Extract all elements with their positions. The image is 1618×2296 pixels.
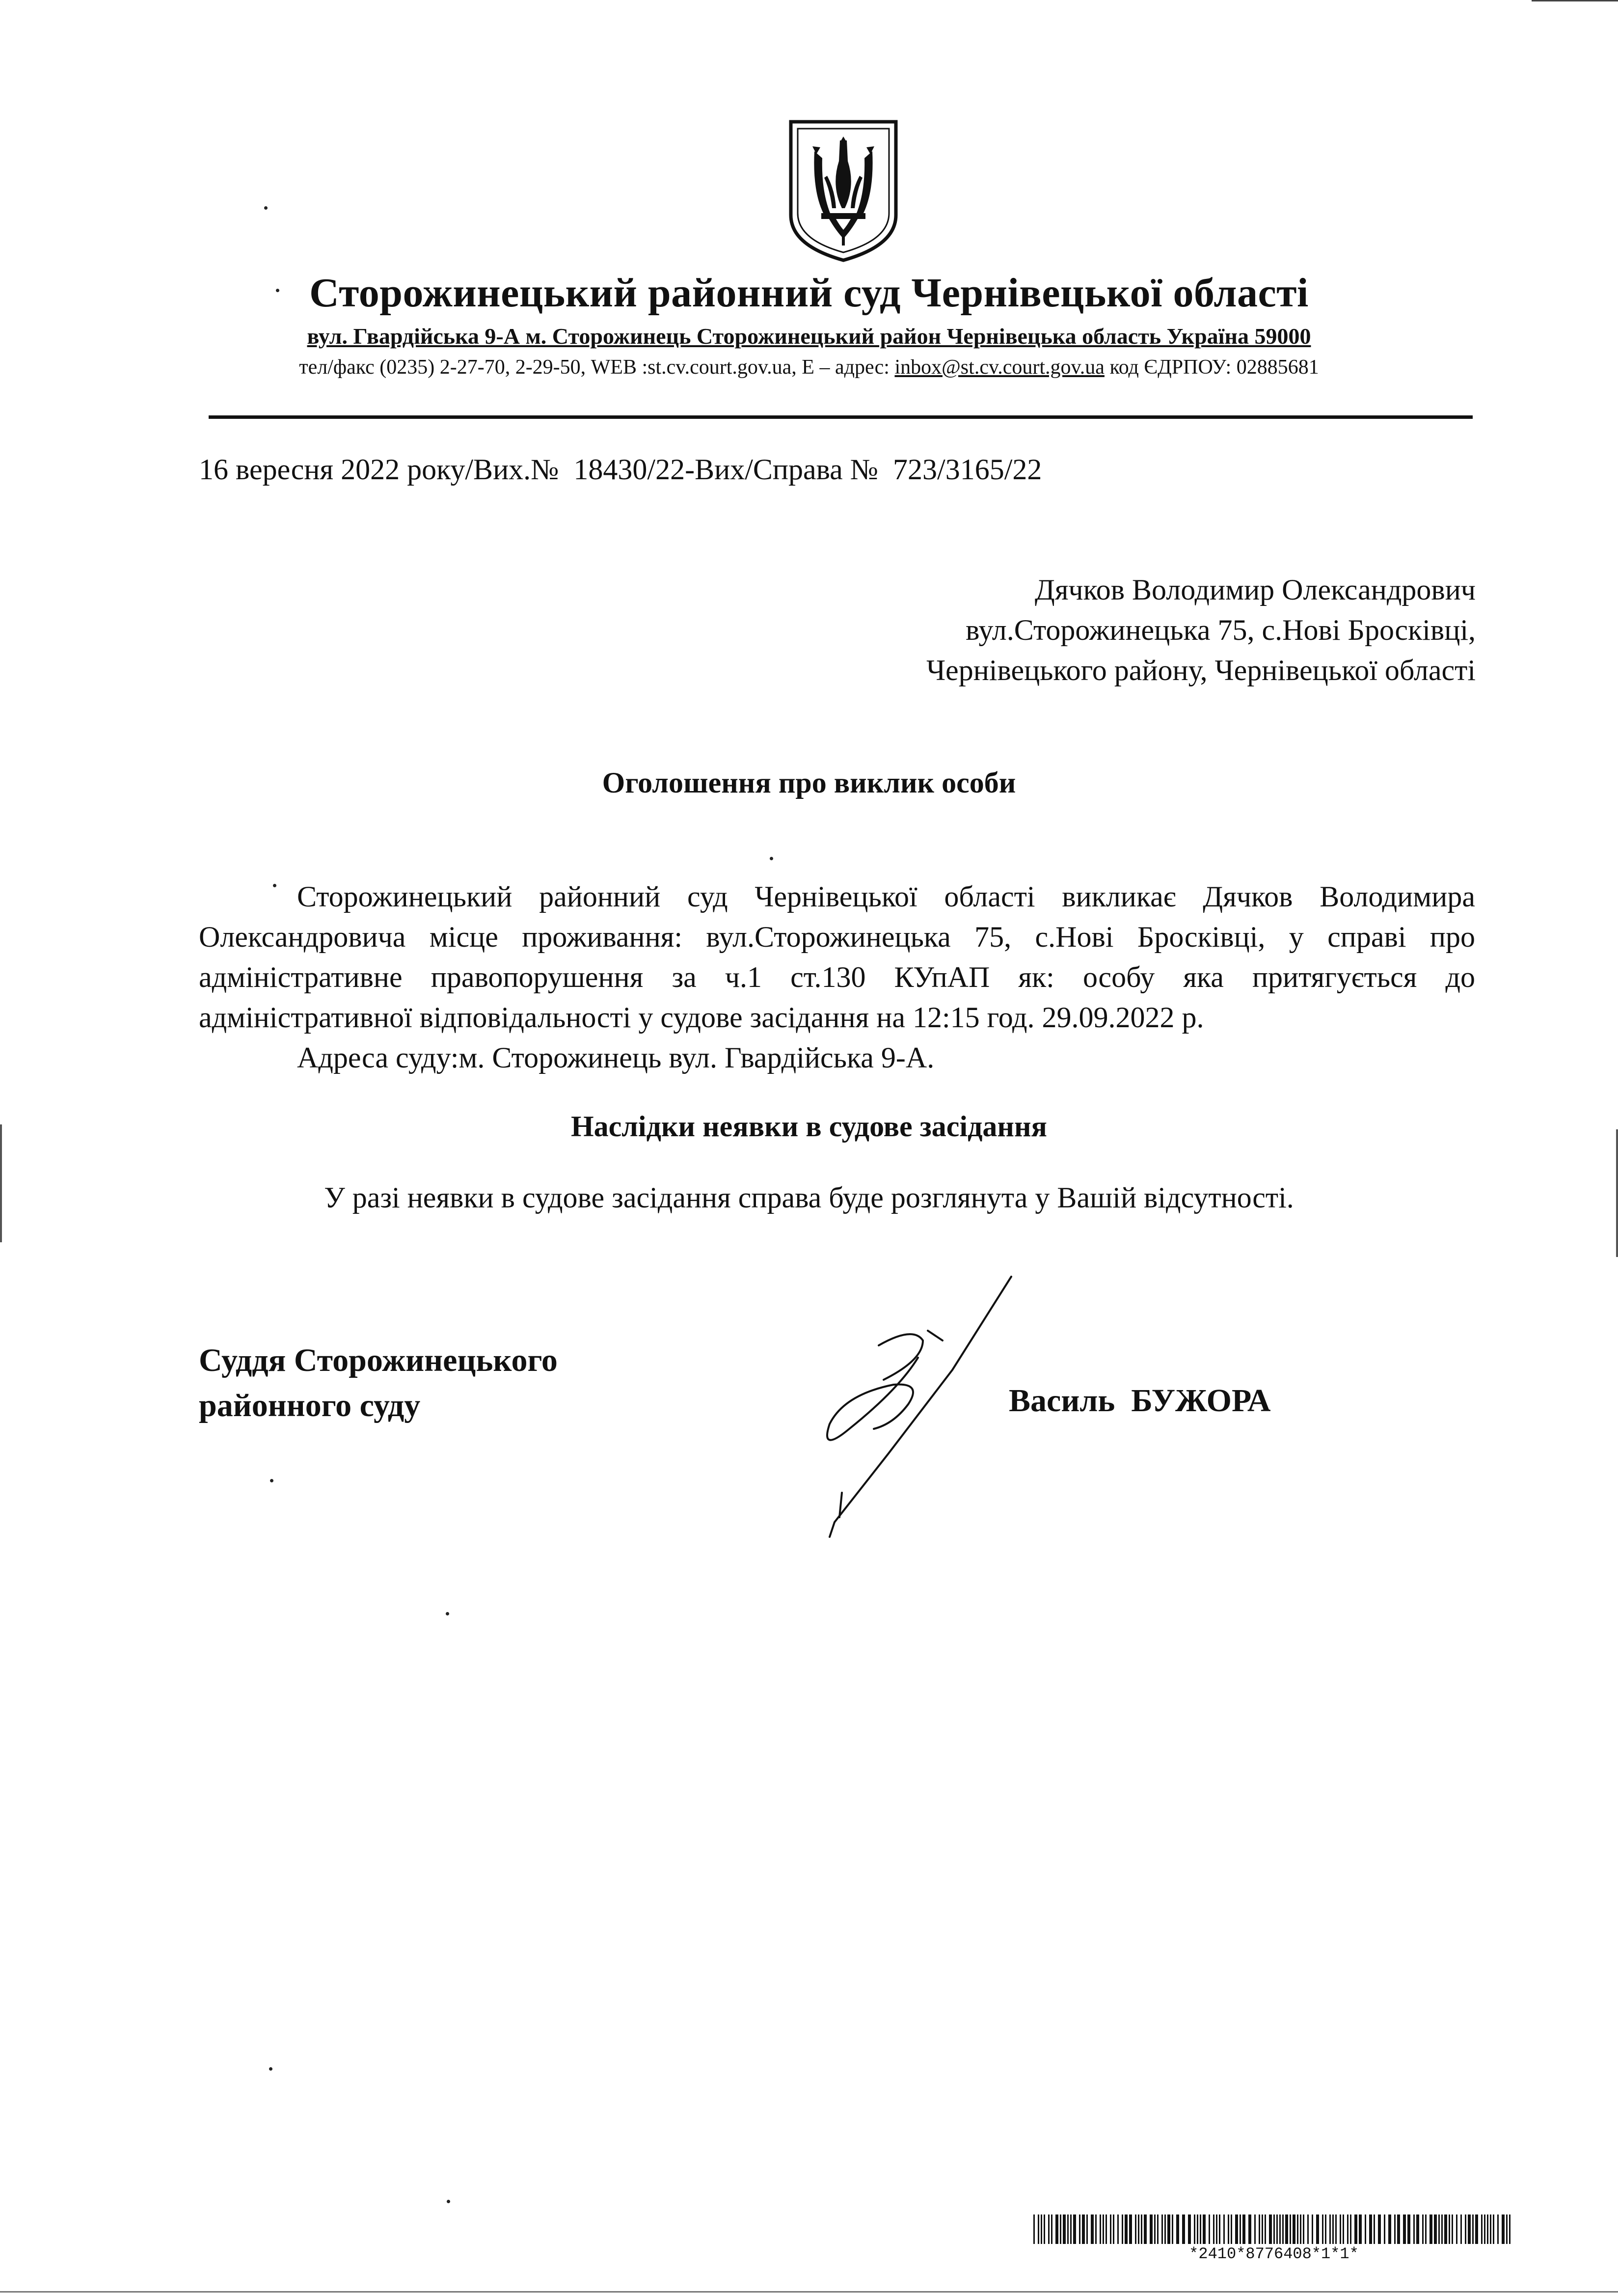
barcode-bar <box>1033 2214 1035 2244</box>
court-contacts <box>0 355 1618 379</box>
contacts-prefix: тел/факс (0235) 2-27-70, 2-29-50, WEB :st.cv.court.gov.ua, E – адрес: <box>299 356 895 379</box>
barcode-bar <box>1279 2214 1281 2244</box>
barcode-bar <box>1219 2214 1220 2244</box>
barcode-bar <box>1235 2214 1238 2244</box>
barcode-bar <box>1384 2214 1385 2244</box>
barcode-bar <box>1369 2214 1372 2244</box>
barcode-bar <box>1070 2214 1072 2244</box>
announcement-body <box>199 876 1475 1078</box>
barcode-bar <box>1044 2214 1045 2244</box>
scan-speck <box>270 1479 273 1482</box>
barcode-bar <box>1441 2214 1443 2244</box>
barcode-bar <box>1282 2214 1284 2244</box>
barcode-bar <box>1254 2214 1256 2244</box>
barcode-bar <box>1335 2214 1337 2244</box>
barcode-bar <box>1129 2214 1132 2244</box>
announcement-title: Оголошення про виклик особи <box>602 766 1016 799</box>
barcode-bar <box>1141 2214 1142 2244</box>
barcode-bar <box>1154 2214 1156 2244</box>
barcode-bar <box>1269 2214 1272 2244</box>
barcode-bar <box>1082 2214 1085 2244</box>
barcode-bar <box>1242 2214 1245 2244</box>
barcode-bar <box>1444 2214 1447 2244</box>
barcode-bar <box>1481 2214 1483 2244</box>
addressee-block <box>926 570 1476 690</box>
barcode-bar <box>1359 2214 1362 2244</box>
barcode-bar <box>1135 2214 1136 2244</box>
barcode-bar <box>1060 2214 1061 2244</box>
addressee-region: Чернівецького району, Чернівецької області <box>926 654 1476 686</box>
barcode-bar <box>1425 2214 1427 2244</box>
barcode-bar <box>1422 2214 1424 2244</box>
barcode-bar <box>1063 2214 1066 2244</box>
barcode-bar <box>1434 2214 1437 2244</box>
barcode-bar <box>1113 2214 1114 2244</box>
handwritten-signature-icon <box>776 1267 1031 1542</box>
scan-edge-bottom <box>0 2291 1618 2293</box>
barcode-bar <box>1307 2214 1309 2244</box>
court-email-link[interactable]: inbox@st.cv.court.gov.ua <box>894 356 1105 379</box>
barcode-bar <box>1354 2214 1357 2244</box>
barcode-bar <box>1194 2214 1195 2244</box>
barcode-bar <box>1106 2214 1107 2244</box>
barcode-bar <box>1290 2214 1291 2244</box>
barcode-bar <box>1407 2214 1410 2244</box>
barcode-bar <box>1110 2214 1111 2244</box>
barcode-bar <box>1079 2214 1080 2244</box>
barcode-bar <box>1343 2214 1344 2244</box>
barcode-bar <box>1472 2214 1474 2244</box>
scan-speck <box>770 857 773 860</box>
barcode-bar <box>1055 2214 1058 2244</box>
contacts-suffix: код ЄДРПОУ: 02885681 <box>1104 356 1319 379</box>
barcode-bar <box>1438 2214 1440 2244</box>
barcode-bar <box>1293 2214 1295 2244</box>
barcode-text: *2410*8776408*1*1* <box>1189 2245 1359 2263</box>
addressee-street: вул.Сторожинецька 75, с.Нові Бросківці, <box>966 614 1476 646</box>
barcode-bar <box>1452 2214 1453 2244</box>
barcode-bar <box>1216 2214 1217 2244</box>
barcode-bar <box>1300 2214 1301 2244</box>
barcode-bar <box>1073 2214 1076 2244</box>
barcode-bar <box>1322 2214 1323 2244</box>
barcode-bar <box>1502 2214 1505 2244</box>
barcode-bar <box>1150 2214 1153 2244</box>
court-location: Адреса суду:м. Сторожинець вул. Гвардійська 9-А. <box>297 1041 935 1074</box>
scan-speck <box>269 2067 272 2071</box>
barcode-bar <box>1200 2214 1201 2244</box>
judge-title-line2: районного суду <box>199 1388 421 1423</box>
scan-speck <box>276 289 279 292</box>
consequences-text: У разі неявки в судове засідання справа буде розглянута у Вашій відсутності. <box>324 1181 1294 1214</box>
barcode-bar <box>1197 2214 1198 2244</box>
barcode-bar <box>1273 2214 1275 2244</box>
reference-line: 16 вересня 2022 року/Вих.№ 18430/22-Вих/Справа № 723/3165/22 <box>199 453 1042 486</box>
barcode-bar <box>1365 2214 1366 2244</box>
barcode-bar <box>1041 2214 1042 2244</box>
barcode-bar <box>1329 2214 1331 2244</box>
barcode-bar <box>1051 2214 1052 2244</box>
court-name: Сторожинецький районний суд Чернівецької області <box>309 270 1309 316</box>
barcode-bar <box>1475 2214 1478 2244</box>
barcode-bar <box>1176 2214 1179 2244</box>
barcode-bar <box>1248 2214 1251 2244</box>
barcode-bar <box>1091 2214 1094 2244</box>
barcode-bar <box>1125 2214 1128 2244</box>
scan-speck <box>447 2200 450 2203</box>
barcode-bar <box>1161 2214 1163 2244</box>
barcode-bar <box>1449 2214 1450 2244</box>
barcode-bar <box>1122 2214 1123 2244</box>
barcode-bar <box>1303 2214 1304 2244</box>
header-divider <box>209 415 1473 419</box>
barcode-bar <box>1484 2214 1485 2244</box>
barcode-bar <box>1429 2214 1432 2244</box>
addressee-name: Дячков Володимир Олександрович <box>1034 574 1476 606</box>
barcode-bar <box>1103 2214 1104 2244</box>
barcode-bar <box>1388 2214 1391 2244</box>
barcode-bar <box>1086 2214 1088 2244</box>
barcode-bar <box>1231 2214 1232 2244</box>
barcode-bar <box>1497 2214 1499 2244</box>
barcode-bar <box>1378 2214 1381 2244</box>
barcode-bar <box>1332 2214 1334 2244</box>
barcode-bar <box>1509 2214 1510 2244</box>
scan-speck <box>446 1612 449 1615</box>
barcode-bar <box>1213 2214 1214 2244</box>
barcode-bar <box>1413 2214 1415 2244</box>
barcode-bar <box>1265 2214 1266 2244</box>
barcode-bar <box>1157 2214 1159 2244</box>
barcode-bar <box>1490 2214 1491 2244</box>
judge-title <box>199 1338 558 1428</box>
barcode-bar <box>1506 2214 1508 2244</box>
court-address: вул. Гвардійська 9-А м. Сторожинець Сторожинецький район Чернівецька область Україна 59000 <box>307 324 1311 349</box>
barcode-bar <box>1167 2214 1170 2244</box>
ukraine-trident-coat-of-arms-icon <box>787 117 900 264</box>
barcode-bar <box>1285 2214 1288 2244</box>
barcode-bar <box>1144 2214 1147 2244</box>
barcode-bar <box>1416 2214 1419 2244</box>
barcode-bar <box>1262 2214 1263 2244</box>
barcode-bar <box>1209 2214 1210 2244</box>
judge-name: Василь БУЖОРА <box>1009 1383 1271 1419</box>
barcode-bar <box>1228 2214 1229 2244</box>
barcode-bar <box>1117 2214 1119 2244</box>
barcode-bar <box>1325 2214 1326 2244</box>
barcode-bar <box>1138 2214 1139 2244</box>
consequences-title: Наслідки неявки в судове засідання <box>570 1110 1048 1143</box>
barcode-bar <box>1487 2214 1488 2244</box>
barcode-bar <box>1460 2214 1462 2244</box>
barcode-bar <box>1347 2214 1348 2244</box>
barcode-bar <box>1240 2214 1241 2244</box>
barcode-bar <box>1374 2214 1375 2244</box>
scan-edge-top <box>1532 0 1618 1</box>
barcode-bar <box>1182 2214 1185 2244</box>
barcode-bar <box>1048 2214 1050 2244</box>
barcode-bar <box>1038 2214 1039 2244</box>
barcode-bar <box>1067 2214 1069 2244</box>
barcode-bar <box>1223 2214 1225 2244</box>
barcode-bar <box>1095 2214 1097 2244</box>
barcode-bar <box>1316 2214 1319 2244</box>
barcode-bar <box>1259 2214 1260 2244</box>
barcode-bar <box>1276 2214 1278 2244</box>
barcode-icon <box>1033 2214 1514 2244</box>
barcode-bar <box>1100 2214 1101 2244</box>
barcode-bar <box>1493 2214 1494 2244</box>
barcode-bar <box>1188 2214 1191 2244</box>
barcode-bar <box>1456 2214 1457 2244</box>
barcode-bar <box>1465 2214 1466 2244</box>
barcode-bar <box>1297 2214 1298 2244</box>
scan-speck <box>273 884 276 887</box>
barcode-bar <box>1468 2214 1471 2244</box>
barcode-bar <box>1394 2214 1396 2244</box>
scan-speck <box>264 206 268 210</box>
barcode-bar <box>1403 2214 1406 2244</box>
barcode-bar <box>1172 2214 1173 2244</box>
barcode-bar <box>1397 2214 1400 2244</box>
barcode-bar <box>1203 2214 1206 2244</box>
barcode-bar <box>1340 2214 1341 2244</box>
barcode-bar <box>1350 2214 1351 2244</box>
barcode-bar <box>1164 2214 1166 2244</box>
judge-title-line1: Суддя Сторожинецького <box>199 1342 558 1378</box>
barcode-bar <box>1312 2214 1313 2244</box>
announcement-paragraph: Сторожинецький районний суд Чернівецької області викликає Дячков Володимира Олександровича місце проживання: вул.Сторожинецька 75, с.Нові Бросківці, у справі про адміністративне правопорушення за ч.1 ст.130 КУпАП як: особу яка притягується до адміністративної відповідальності у судове засідання на 12:15 год. 29.09.2022 р. <box>199 880 1475 1034</box>
